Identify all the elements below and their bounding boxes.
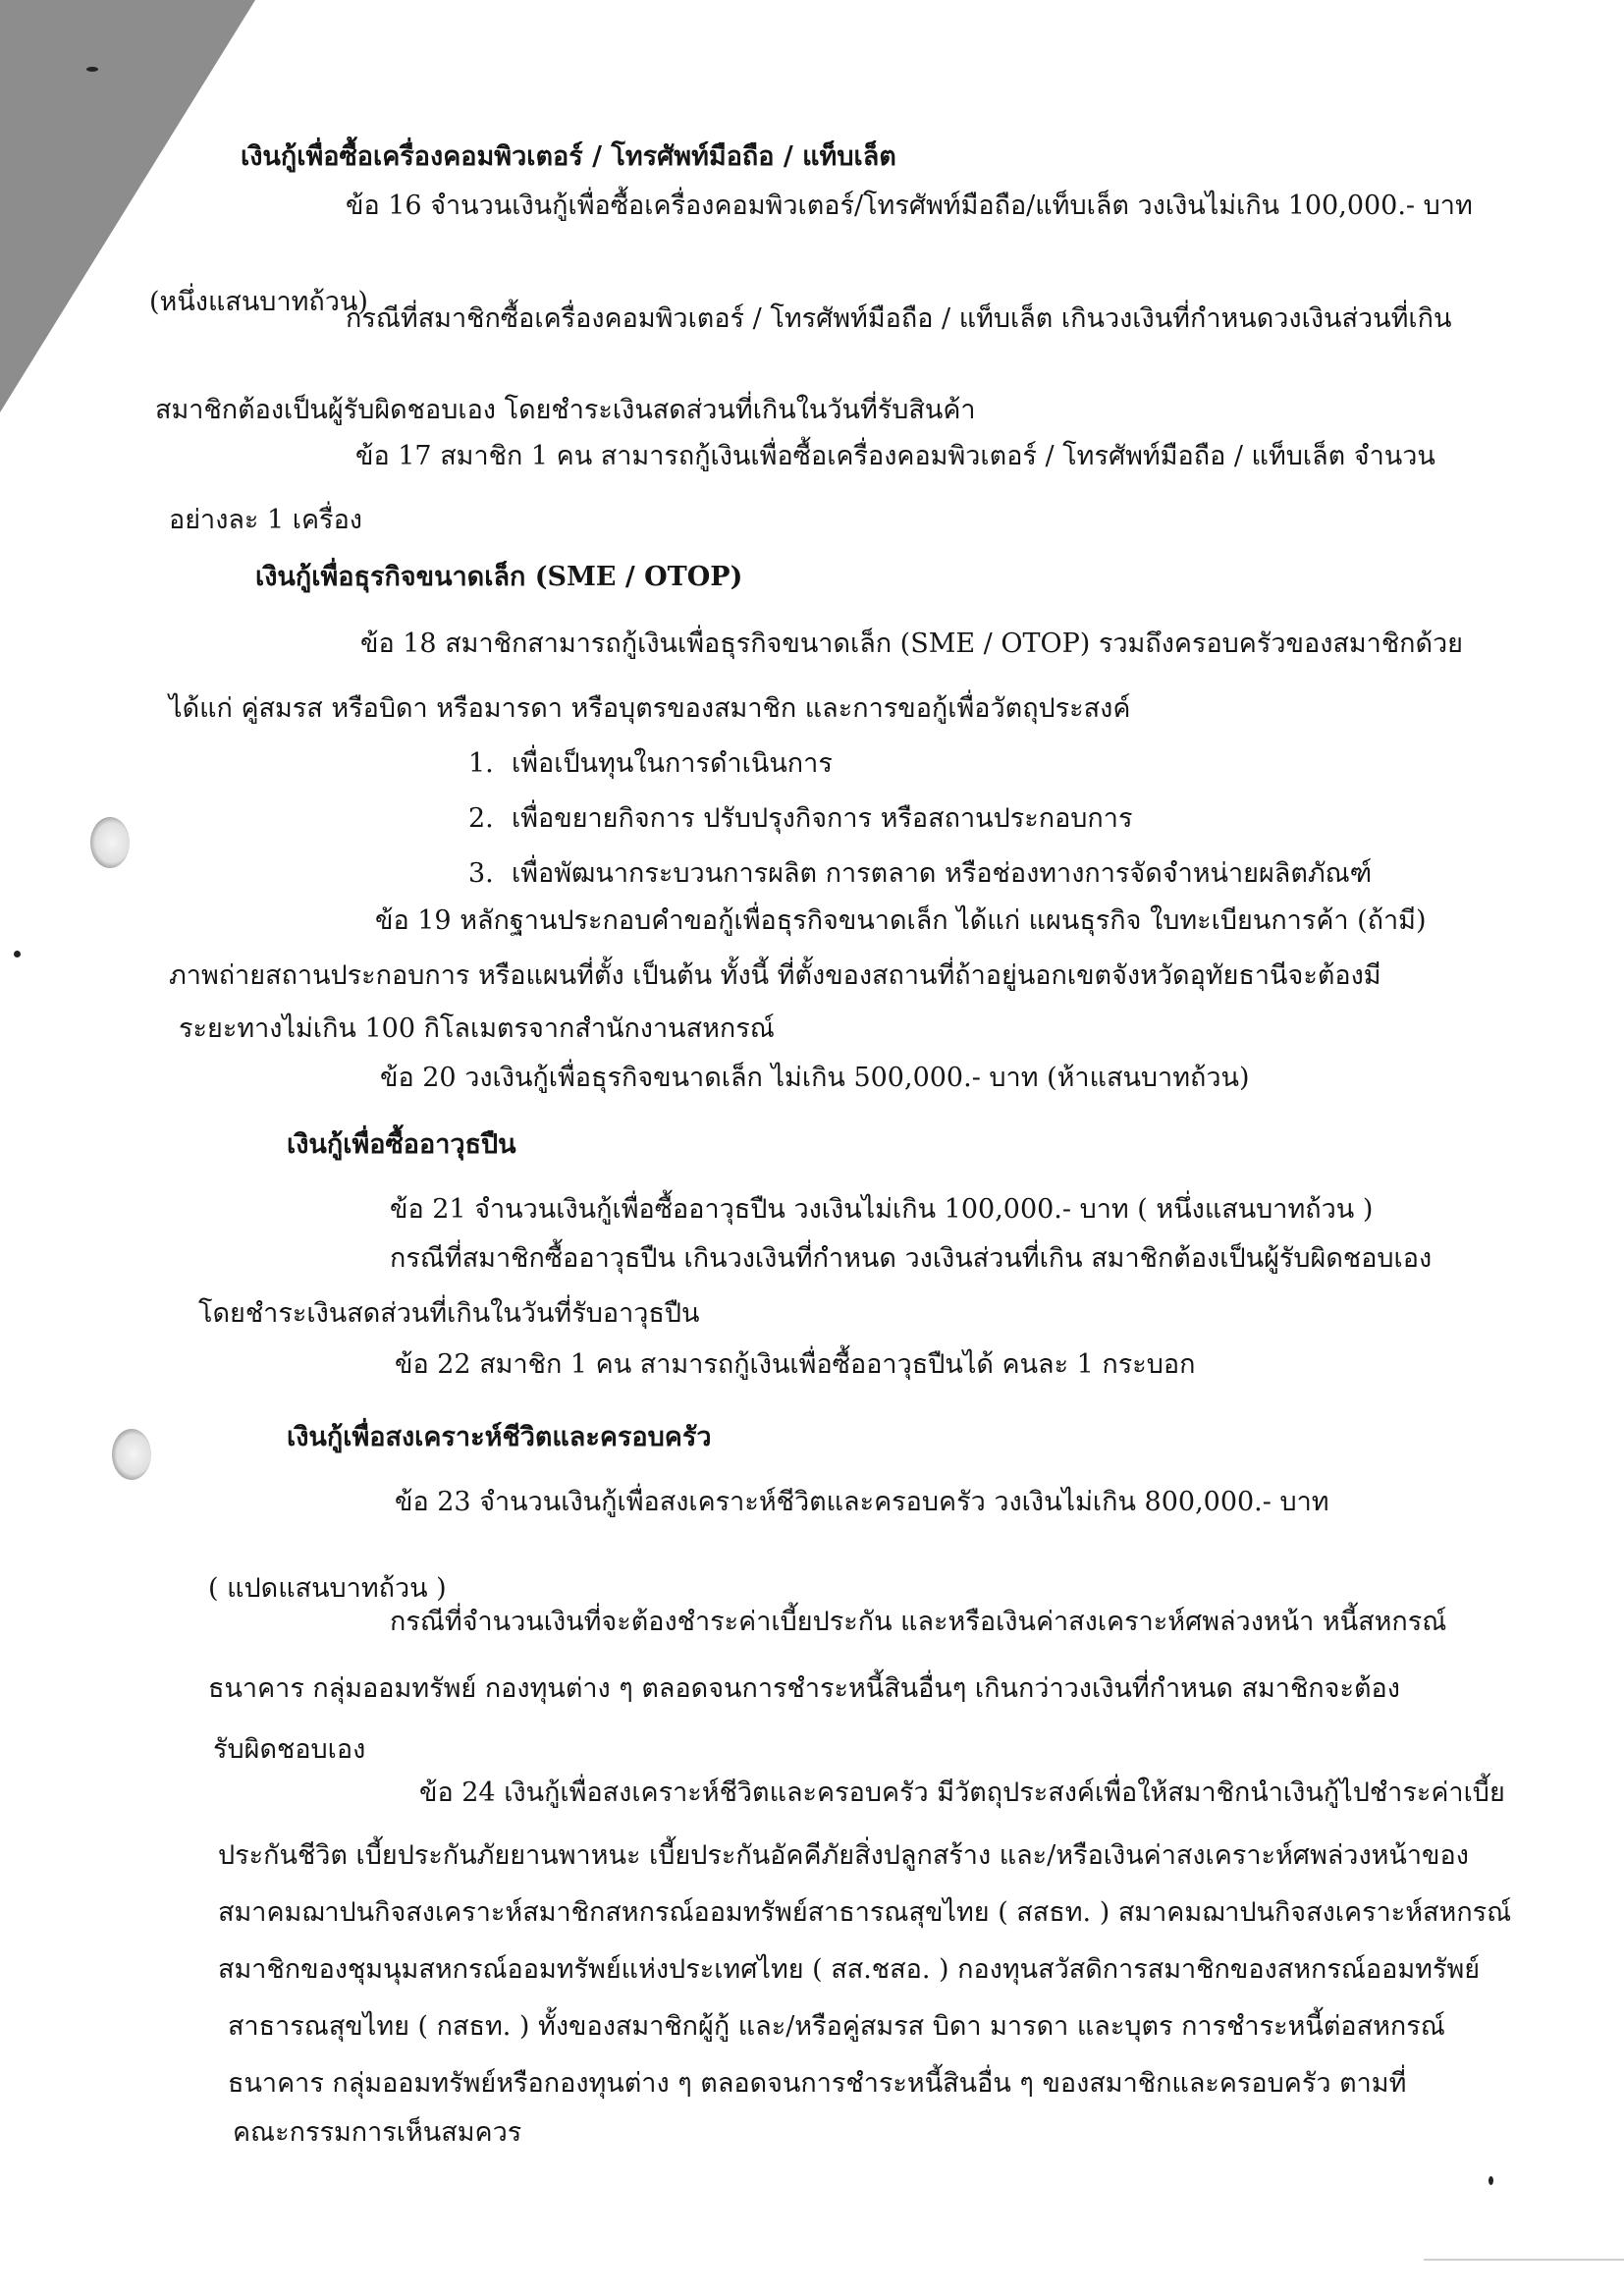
clause-17-cont: อย่างละ 1 เครื่อง	[169, 505, 362, 535]
sme-list-item	[468, 854, 1372, 894]
clause-21: ข้อ 21 จำนวนเงินกู้เพื่อซื้ออาวุธปืน วงเงินไม่เกิน 100,000.- บาท ( หนึ่งแสนบาทถ้วน )	[390, 1194, 1374, 1225]
list-number: 2.	[468, 803, 494, 834]
heading-sme-loan: เงินกู้เพื่อธุรกิจขนาดเล็ก (SME / OTOP)	[255, 562, 743, 592]
clause-23-case: กรณีที่จำนวนเงินที่จะต้องชำระค่าเบี้ยประกัน และหรือเงินค่าสงเคราะห์ศพล่วงหน้า หนี้สหกรณ์	[390, 1607, 1447, 1637]
clause-23-amount-text: ( แปดแสนบาทถ้วน )	[208, 1573, 447, 1604]
clause-21-excess-cont: โดยชำระเงินสดส่วนที่เกินในวันที่รับอาวุธปืน	[198, 1298, 700, 1329]
heading-computer-loan: เงินกู้เพื่อซื้อเครื่องคอมพิวเตอร์ / โทรศัพท์มือถือ / แท็บเล็ต	[241, 141, 896, 172]
clause-19-distance: ระยะทางไม่เกิน 100 กิโลเมตรจากสำนักงานสหกรณ์	[179, 1013, 775, 1044]
clause-23-case-cont: ธนาคาร กลุ่มออมทรัพย์ กองทุนต่าง ๆ ตลอดจนการชำระหนี้สินอื่นๆ เกินกว่าวงเงินที่กำหนด สมาชิกจะต้อง	[208, 1673, 1400, 1704]
clause-24-line5: สาธารณสุขไทย ( กสธท. ) ทั้งของสมาชิกผู้กู้ และ/หรือคู่สมรส บิดา มารดา และบุตร การชำระหนี้ต่อสหกรณ์	[228, 2011, 1445, 2042]
scan-speck	[14, 951, 21, 957]
list-text: เพื่อขยายกิจการ ปรับปรุงกิจการ หรือสถานประกอบการ	[512, 803, 1133, 834]
punch-hole	[112, 1429, 151, 1480]
sme-list-item	[468, 744, 833, 784]
list-number: 3.	[468, 858, 494, 889]
scan-speck	[1489, 2176, 1493, 2185]
clause-16-excess-cont: สมาชิกต้องเป็นผู้รับผิดชอบเอง โดยชำระเงินสดส่วนที่เกินในวันที่รับสินค้า	[155, 395, 976, 425]
clause-24-line3: สมาคมฌาปนกิจสงเคราะห์สมาชิกสหกรณ์ออมทรัพย์สาธารณสุขไทย ( สสธท. ) สมาคมฌาปนกิจสงเคราะห์สหกรณ์	[218, 1897, 1512, 1928]
clause-18-cont: ได้แก่ คู่สมรส หรือบิดา หรือมารดา หรือบุตรของสมาชิก และการขอกู้เพื่อวัตถุประสงค์	[169, 693, 1131, 724]
clause-24-end: คณะกรรมการเห็นสมควร	[233, 2117, 522, 2148]
page-edge	[1424, 2259, 1624, 2261]
clause-24-line6: ธนาคาร กลุ่มออมทรัพย์หรือกองทุนต่าง ๆ ตลอดจนการชำระหนี้สินอื่น ๆ ของสมาชิกและครอบครัว ตามที่	[228, 2068, 1407, 2099]
sme-list-item	[468, 799, 1132, 839]
clause-16: ข้อ 16 จำนวนเงินกู้เพื่อซื้อเครื่องคอมพิวเตอร์/โทรศัพท์มือถือ/แท็บเล็ต วงเงินไม่เกิน 100,000.- บาท	[346, 191, 1473, 221]
scan-speck	[86, 67, 98, 72]
list-number: 1.	[468, 748, 494, 779]
punch-hole	[90, 817, 130, 868]
clause-22: ข้อ 22 สมาชิก 1 คน สามารถกู้เงินเพื่อซื้ออาวุธปืนได้ คนละ 1 กระบอก	[395, 1349, 1196, 1380]
heading-welfare-loan: เงินกู้เพื่อสงเคราะห์ชีวิตและครอบครัว	[287, 1422, 712, 1452]
clause-19: ข้อ 19 หลักฐานประกอบคำขอกู้เพื่อธุรกิจขนาดเล็ก ได้แก่ แผนธุรกิจ ใบทะเบียนการค้า (ถ้ามี)	[375, 905, 1427, 936]
clause-24-line2: ประกันชีวิต เบี้ยประกันภัยยานพาหนะ เบี้ยประกันอัคคีภัยสิ่งปลูกสร้าง และ/หรือเงินค่าสงเคราะห์ศพล่วงหน้าของ	[218, 1840, 1469, 1871]
clause-24-line4: สมาชิกของชุมนุมสหกรณ์ออมทรัพย์แห่งประเทศไทย ( สส.ชสอ. ) กองทุนสวัสดิการสมาชิกของสหกรณ์ออมทรัพย์	[218, 1954, 1481, 1985]
clause-20: ข้อ 20 วงเงินกู้เพื่อธุรกิจขนาดเล็ก ไม่เกิน 500,000.- บาท (ห้าแสนบาทถ้วน)	[380, 1063, 1250, 1093]
clause-19-cont: ภาพถ่ายสถานประกอบการ หรือแผนที่ตั้ง เป็นต้น ทั้งนี้ ที่ตั้งของสถานที่ถ้าอยู่นอกเขตจังหวัดอุทัยธานีจะต้องมี	[169, 960, 1381, 991]
list-text: เพื่อเป็นทุนในการดำเนินการ	[512, 748, 833, 779]
clause-23-case-end: รับผิดชอบเอง	[213, 1734, 366, 1765]
list-text: เพื่อพัฒนากระบวนการผลิต การตลาด หรือช่องทางการจัดจำหน่ายผลิตภัณฑ์	[512, 858, 1373, 889]
clause-21-excess: กรณีที่สมาชิกซื้ออาวุธปืน เกินวงเงินที่กำหนด วงเงินส่วนที่เกิน สมาชิกต้องเป็นผู้รับผิดชอบเอง	[390, 1243, 1433, 1274]
clause-18: ข้อ 18 สมาชิกสามารถกู้เงินเพื่อธุรกิจขนาดเล็ก (SME / OTOP) รวมถึงครอบครัวของสมาชิกด้วย	[360, 629, 1464, 659]
clause-24: ข้อ 24 เงินกู้เพื่อสงเคราะห์ชีวิตและครอบครัว มีวัตถุประสงค์เพื่อให้สมาชิกนำเงินกู้ไปชำระค่าเบี้ย	[419, 1777, 1505, 1808]
clause-16-excess: กรณีที่สมาชิกซื้อเครื่องคอมพิวเตอร์ / โทรศัพท์มือถือ / แท็บเล็ต เกินวงเงินที่กำหนดวงเงินส่วนที่เกิน	[346, 303, 1452, 334]
scan-corner-shadow	[0, 0, 255, 412]
clause-23: ข้อ 23 จำนวนเงินกู้เพื่อสงเคราะห์ชีวิตและครอบครัว วงเงินไม่เกิน 800,000.- บาท	[395, 1487, 1329, 1517]
clause-16-amount-text: (หนึ่งแสนบาทถ้วน)	[149, 287, 368, 317]
heading-firearm-loan: เงินกู้เพื่อซื้ออาวุธปืน	[287, 1129, 516, 1160]
clause-17: ข้อ 17 สมาชิก 1 คน สามารถกู้เงินเพื่อซื้อเครื่องคอมพิวเตอร์ / โทรศัพท์มือถือ / แท็บเล็ต จำนวน	[355, 441, 1435, 471]
